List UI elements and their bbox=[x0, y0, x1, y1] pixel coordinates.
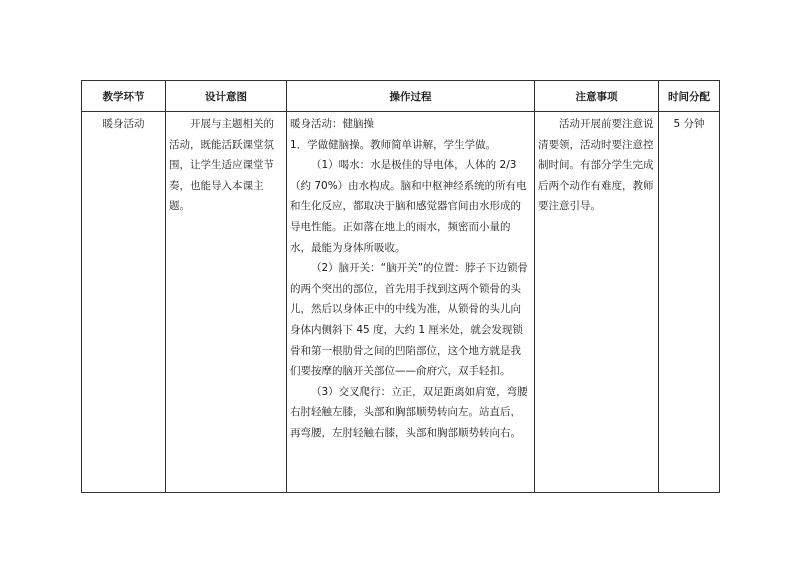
design-text: 开展与主题相关的活动，既能活跃课堂氛围，让学生适应课堂节奏，也能导入本课主题。 bbox=[169, 118, 274, 213]
header-notes: 注意事项 bbox=[535, 81, 659, 112]
notes-cell bbox=[535, 112, 659, 493]
table-header-row bbox=[82, 81, 720, 112]
process-paragraph-2: （2）脑开关：“脑开关”的位置：脖子下边锁骨的两个突出的部位，首先用手找到这两个锁骨的头儿，然后以身体正中的中线为准，从锁骨的头儿向身体内侧斜下 45 度，大约 1 厘米处，就会发现锁骨和第一根肋骨之间的凹陷部位，这个地方就是我们要按摩的脑开关部位——俞府穴，双手轻扣。 bbox=[290, 262, 529, 378]
time-text: 5 分钟 bbox=[673, 118, 705, 130]
process-step-1: 1．学做健脑操。教师简单讲解，学生学做。 bbox=[290, 138, 497, 151]
notes-text: 活动开展前要注意说清要领，活动时要注意控制时间。有部分学生完成后两个动作有难度，教师要注意引导。 bbox=[538, 118, 654, 213]
process-paragraph-1: （1）喝水：水是极佳的导电体，人体的 2/3（约 70%）由水构成。脑和中枢神经系统的所有电和生化反应，都取决于脑和感觉器官间由水形成的导电性能。正如落在地上的雨水，频密而小量的水，最能为身体所吸收。 bbox=[290, 159, 527, 254]
process-paragraph-3: （3）交叉爬行：立正，双足距离如肩宽，弯腰右肘轻触左膝，头部和胸部顺势转向左。站直后，再弯腰，左肘轻触右膝，头部和胸部顺势转向右。 bbox=[290, 385, 528, 439]
header-design: 设计意图 bbox=[166, 81, 287, 112]
design-cell bbox=[166, 112, 287, 493]
stage-cell bbox=[82, 112, 166, 493]
time-cell bbox=[659, 112, 720, 493]
header-process: 操作过程 bbox=[287, 81, 535, 112]
header-stage: 教学环节 bbox=[82, 81, 166, 112]
process-title: 暖身活动：健脑操 bbox=[290, 118, 374, 130]
table-row bbox=[82, 112, 720, 493]
stage-text: 暖身活动 bbox=[102, 118, 145, 130]
lesson-plan-table bbox=[81, 80, 720, 493]
process-cell bbox=[287, 112, 535, 493]
header-time: 时间分配 bbox=[659, 81, 720, 112]
